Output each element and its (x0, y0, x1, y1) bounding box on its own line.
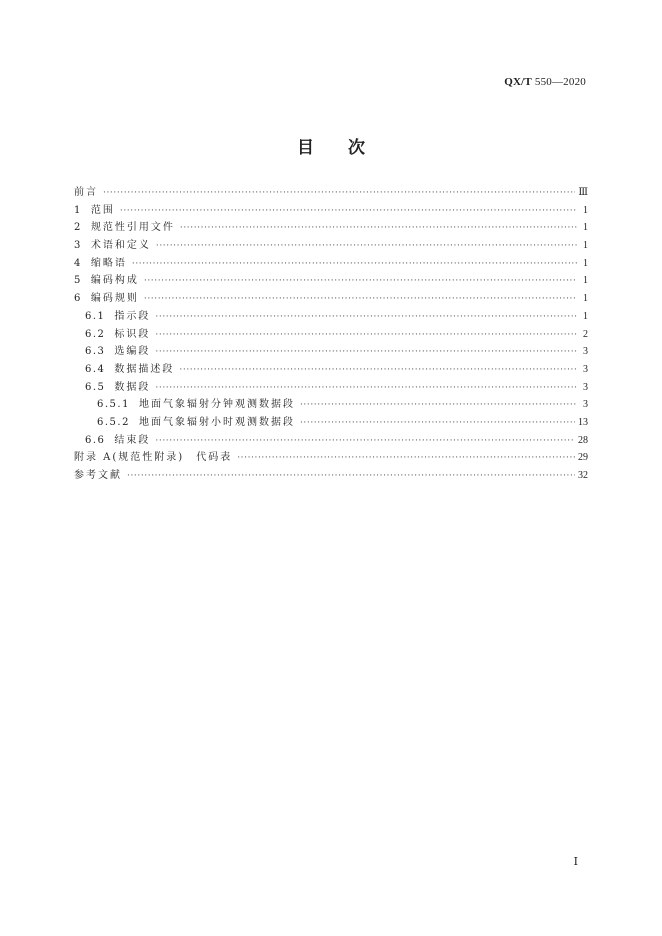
toc-entry-title: 规范性引用文件 (90, 222, 175, 234)
toc-entry-title: 附录 A(规范性附录) 代码表 (74, 452, 233, 464)
toc-entry-title: 选编段 (114, 346, 151, 358)
toc-entry-title: 参考文献 (74, 470, 122, 481)
toc-dot-leader (300, 418, 575, 428)
toc-dot-leader (120, 206, 577, 216)
table-of-contents (74, 183, 588, 484)
toc-entry[interactable] (74, 325, 588, 343)
toc-dot-leader (179, 365, 577, 375)
toc-entry[interactable] (74, 466, 588, 484)
toc-entry-page: 13 (578, 416, 588, 428)
toc-entry-page: 3 (583, 399, 588, 411)
toc-dot-leader (127, 471, 575, 481)
toc-entry[interactable] (74, 271, 588, 289)
toc-entry-title: 数据描述段 (114, 363, 175, 375)
toc-entry-number: 6.5 (85, 381, 106, 393)
toc-entry-page: 29 (578, 452, 588, 464)
toc-entry[interactable] (74, 289, 588, 307)
toc-entry-page: 1 (583, 293, 588, 305)
document-code-number: 550—2020 (531, 76, 586, 88)
document-code-prefix: QX/T (504, 76, 532, 88)
toc-entry[interactable] (74, 201, 588, 219)
toc-entry-title: 缩略语 (90, 257, 127, 269)
toc-entry-number: 6.5.1 (97, 399, 130, 411)
toc-dot-leader (237, 453, 575, 463)
toc-entry-number: 6.1 (85, 310, 106, 322)
toc-entry[interactable] (74, 431, 588, 449)
toc-entry-page: 2 (583, 328, 588, 340)
toc-entry-title: 标识段 (114, 328, 151, 340)
toc-entry-title: 数据段 (114, 381, 151, 393)
toc-entry[interactable] (74, 395, 588, 413)
toc-entry-number: 3 (74, 240, 82, 252)
toc-entry-page: 1 (583, 240, 588, 252)
toc-entry-number: 6.5.2 (97, 416, 130, 428)
toc-entry-number: 2 (74, 222, 82, 234)
toc-entry-number: 4 (74, 257, 82, 269)
toc-entry-title: 结束段 (114, 434, 151, 446)
toc-entry-number: 6.2 (85, 328, 106, 340)
toc-entry[interactable] (74, 413, 588, 431)
toc-entry-title: 编码构成 (90, 275, 139, 287)
toc-entry[interactable] (74, 307, 588, 325)
page-title: 目次 (297, 138, 399, 158)
toc-dot-leader (132, 259, 577, 269)
toc-entry-page: 3 (583, 381, 588, 393)
toc-entry-number: 5 (74, 275, 82, 287)
toc-entry-title: 范围 (90, 204, 115, 216)
toc-entry-title: 编码规则 (90, 293, 139, 305)
toc-entry-page: 32 (578, 470, 588, 481)
toc-entry-page: 3 (583, 346, 588, 358)
toc-dot-leader (103, 188, 575, 198)
toc-entry-number: 1 (74, 204, 82, 216)
toc-entry-page: 1 (583, 257, 588, 269)
toc-entry-number: 6 (74, 293, 82, 305)
toc-entry-page: 1 (583, 310, 588, 322)
toc-entry[interactable] (74, 378, 588, 396)
toc-entry-number: 6.6 (85, 434, 106, 446)
toc-entry-title: 地面气象辐射小时观测数据段 (138, 416, 295, 428)
toc-dot-leader (180, 223, 577, 233)
toc-entry-title: 指示段 (114, 310, 151, 322)
toc-dot-leader (144, 276, 577, 286)
toc-entry[interactable] (74, 360, 588, 378)
toc-dot-leader (155, 330, 577, 340)
toc-entry-page: 1 (583, 204, 588, 216)
toc-entry-page: 1 (583, 222, 588, 234)
toc-entry[interactable] (74, 254, 588, 272)
toc-entry[interactable] (74, 236, 588, 254)
toc-dot-leader (155, 312, 577, 322)
toc-dot-leader (300, 400, 577, 410)
toc-dot-leader (155, 436, 575, 446)
toc-entry[interactable] (74, 183, 588, 201)
page-number: Ⅰ (573, 856, 578, 868)
toc-entry-page: 1 (583, 275, 588, 287)
toc-dot-leader (155, 347, 577, 357)
toc-entry-title: 地面气象辐射分钟观测数据段 (138, 399, 295, 411)
toc-entry[interactable] (74, 448, 588, 466)
toc-dot-leader (144, 294, 577, 304)
toc-dot-leader (155, 383, 577, 393)
toc-entry-title: 术语和定义 (90, 240, 151, 252)
toc-entry-number: 6.3 (85, 346, 106, 358)
toc-entry-number: 6.4 (85, 363, 106, 375)
toc-entry-page: 3 (583, 363, 588, 375)
document-code (504, 76, 586, 88)
toc-entry[interactable] (74, 218, 588, 236)
toc-entry-page: Ⅲ (578, 187, 588, 198)
toc-entry-title: 前言 (74, 187, 98, 198)
toc-dot-leader (156, 241, 577, 251)
toc-entry[interactable] (74, 342, 588, 360)
toc-entry-page: 28 (578, 434, 588, 446)
